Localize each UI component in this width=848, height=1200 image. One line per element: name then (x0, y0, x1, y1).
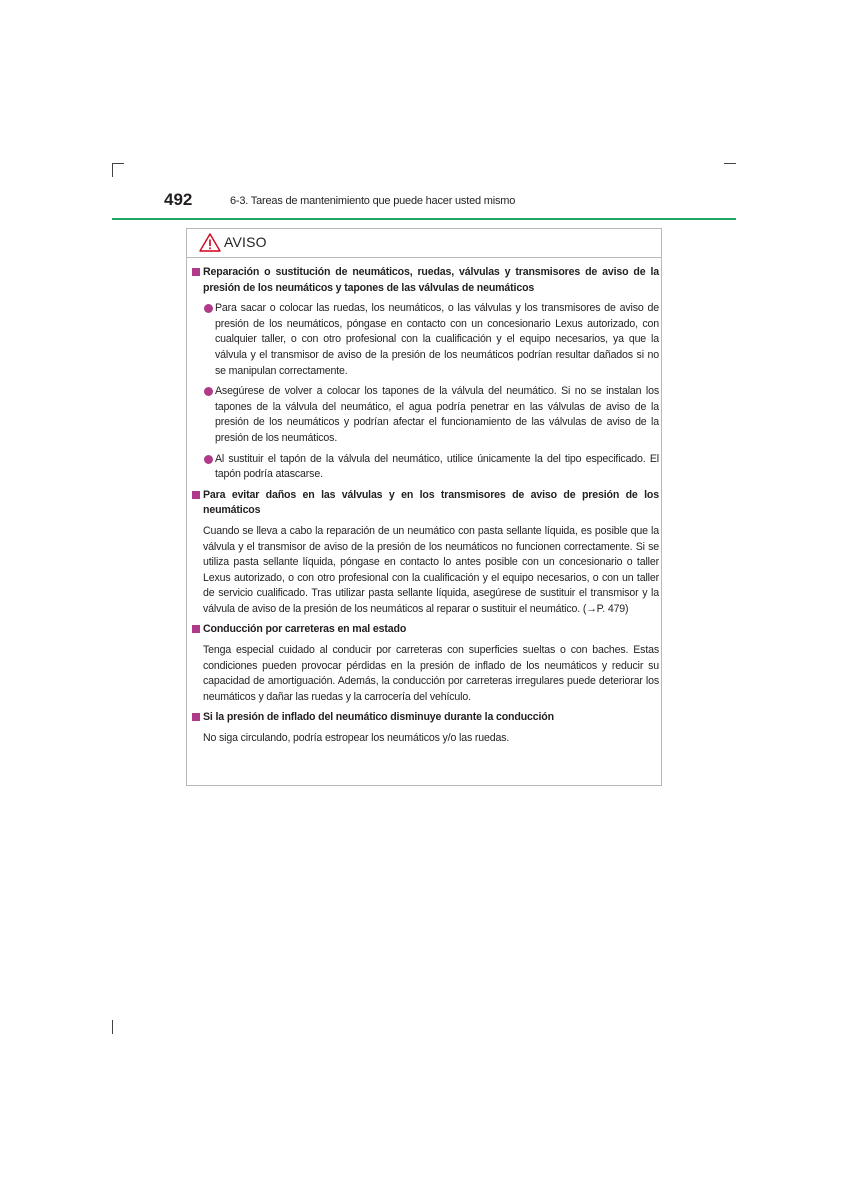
warning-box (186, 228, 662, 786)
square-bullet-icon (192, 625, 200, 633)
section-heading (191, 710, 659, 726)
section-paragraph: No siga circulando, podría estropear los neumáticos y/o las ruedas. (203, 732, 510, 745)
section-heading-text: Reparación o sustitución de neumáticos, ruedas, válvulas y transmisores de aviso de la presión de los neumáticos y tapones de las válvulas de neumáticos (203, 266, 659, 294)
section-heading-text: Conducción por carreteras en mal estado (203, 623, 407, 636)
list-item-text: Al sustituir el tapón de la válvula del neumático, utilice únicamente la del tipo especificado. El tapón podría atascarse. (215, 452, 659, 481)
square-bullet-icon (192, 268, 200, 276)
section-paragraph: Cuando se lleva a cabo la reparación de un neumático con pasta sellante líquida, es posible que la válvula y el transmisor de aviso de la presión de los neumáticos no funcionen correctamente. Si se utiliza pasta sellante líquida, póngase en contacto lo antes posible con un concesionario o taller Lexus autorizado, o con otro profesional con la cualificación y el equipo necesarios, o con un taller de servicio cualificado. Tras utilizar pasta sellante líquida, asegúrese de sustituir el transmisor y la válvula de aviso de la presión de los neumáticos al reparar o sustituir el neumático. (→P. 479) (203, 524, 659, 615)
section-heading-text: Para evitar daños en las válvulas y en los transmisores de aviso de presión de los neumáticos (203, 488, 659, 517)
circle-bullet-icon (204, 455, 213, 464)
warning-header (187, 229, 661, 258)
warning-triangle-icon (199, 233, 221, 252)
crop-mark-top-right-horizontal (724, 163, 736, 164)
section-heading (191, 265, 659, 296)
crop-mark-top-left-horizontal (112, 163, 124, 164)
section-heading-text: Si la presión de inflado del neumático disminuye durante la conducción (203, 711, 554, 724)
section-heading (191, 488, 659, 519)
crop-mark-top-left-vertical (112, 163, 113, 177)
square-bullet-icon (192, 713, 200, 721)
square-bullet-icon (192, 491, 200, 499)
warning-body (191, 265, 659, 752)
circle-bullet-icon (204, 387, 213, 396)
list-item-text: Asegúrese de volver a colocar los tapones de la válvula del neumático. Si no se instalan los tapones de la válvula del neumático, el agua podría penetrar en las válvulas de aviso de la presión de los neumáticos y podrían afectar el funcionamiento de las válvulas de aviso de la presión de los neumáticos. (215, 385, 659, 444)
list-item (191, 384, 659, 446)
section-title: 6-3. Tareas de mantenimiento que puede hacer usted mismo (230, 195, 516, 207)
page-number: 492 (164, 190, 193, 209)
list-item (191, 452, 659, 483)
page-header (112, 190, 736, 220)
list-item-text: Para sacar o colocar las ruedas, los neumáticos, o las válvulas y los transmisores de aviso de presión de los neumáticos, póngase en contacto con un concesionario Lexus autorizado, con cualquier taller, o con otro profesional con la cualificación y el equipo necesarios, ya que la válvula y el transmisor de aviso de la presión de los neumáticos podrían resultar dañados si no se manipulan correctamente. (215, 302, 659, 377)
circle-bullet-icon (204, 304, 213, 313)
section-heading (191, 622, 659, 638)
section-paragraph: Tenga especial cuidado al conducir por carreteras con superficies sueltas o con baches. Estas condiciones pueden provocar pérdidas en la presión de inflado de los neumáticos y reducir su capacidad de amortiguación. Además, la conducción por carreteras irregulares puede deteriorar los neumáticos y dañar las ruedas y la carrocería del vehículo. (203, 644, 659, 703)
list-item (191, 301, 659, 379)
crop-mark-bottom-left-vertical (112, 1020, 113, 1034)
warning-title: AVISO (224, 234, 267, 250)
